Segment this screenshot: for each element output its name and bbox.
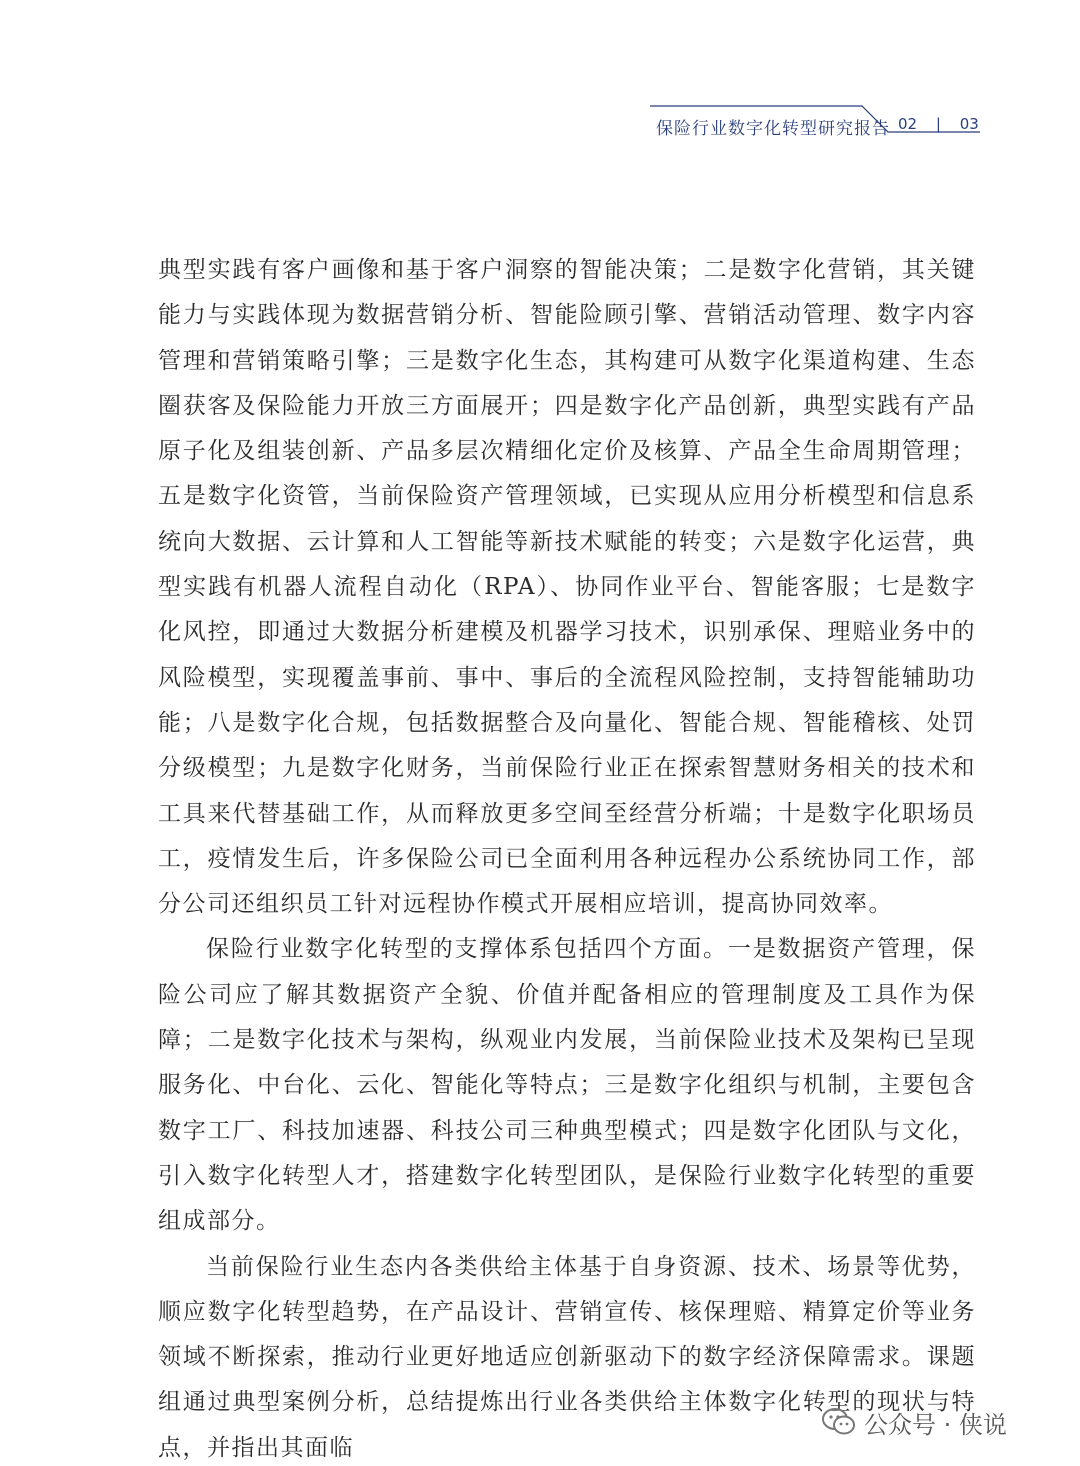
paragraph-3: 当前保险行业生态内各类供给主体基于自身资源、技术、场景等优势，顺应数字化转型趋势，在产品设计、营销宣传、核保理赔、精算定价等业务领域不断探索，推动行业更好地适应创新驱动下的数字经济保障需求。课题组通过典型案例分析，总结提炼出行业各类供给主体数字化转型的现状与特点，并指出其面临 [158, 1253, 976, 1461]
paragraph-2: 保险行业数字化转型的支撑体系包括四个方面。一是数据资产管理，保险公司应了解其数据资产全貌、价值并配备相应的管理制度及工具作为保障；二是数字化技术与架构，纵观业内发展，当前保险业技术及架构已呈现服务化、中台化、云化、智能化等特点；三是数字化组织与机制，主要包含数字工厂、科技加速器、科技公司三种典型模式；四是数字化团队与文化，引入数字化转型人才，搭建数字化转型团队，是保险行业数字化转型的重要组成部分。 [158, 936, 976, 1235]
page-number-left: 02 [898, 115, 918, 133]
page-number-separator: | [935, 115, 941, 133]
paragraph-1: 典型实践有客户画像和基于客户洞察的智能决策；二是数字化营销，其关键能力与实践体现为数据营销分析、智能险顾引擎、营销活动管理、数字内容管理和营销策略引擎；三是数字化生态，其构建可从数字化渠道构建、生态圈获客及保险能力开放三方面展开；四是数字化产品创新，典型实践有产品原子化及组装创新、产品多层次精细化定价及核算、产品全生命周期管理；五是数字化资管，当前保险资产管理领域，已实现从应用分析模型和信息系统向大数据、云计算和人工智能等新技术赋能的转变；六是数字化运营，典型实践有机器人流程自动化（RPA）、协同作业平台、智能客服；七是数字化风控，即通过大数据分析建模及机器学习技术，识别承保、理赔业务中的风险模型，实现覆盖事前、事中、事后的全流程风险控制，支持智能辅助功能；八是数字化合规，包括数据整合及向量化、智能合规、智能稽核、处罚分级模型；九是数字化财务，当前保险行业正在探索智慧财务相关的技术和工具来代替基础工作，从而释放更多空间至经营分析端；十是数字化职场员工，疫情发生后，许多保险公司已全面利用各种远程办公系统协同工作，部分公司还组织员工针对远程协作模式开展相应培训，提高协同效率。 [158, 257, 976, 918]
report-title: 保险行业数字化转型研究报告 [656, 119, 890, 139]
watermark [822, 1400, 1007, 1444]
watermark-text: 公众号 · 侠说 [864, 1410, 1007, 1439]
page-numbers [898, 115, 979, 133]
page-number-right: 03 [959, 115, 979, 133]
page-header [620, 100, 980, 152]
wechat-icon [822, 1407, 856, 1437]
body-text [158, 248, 976, 1466]
